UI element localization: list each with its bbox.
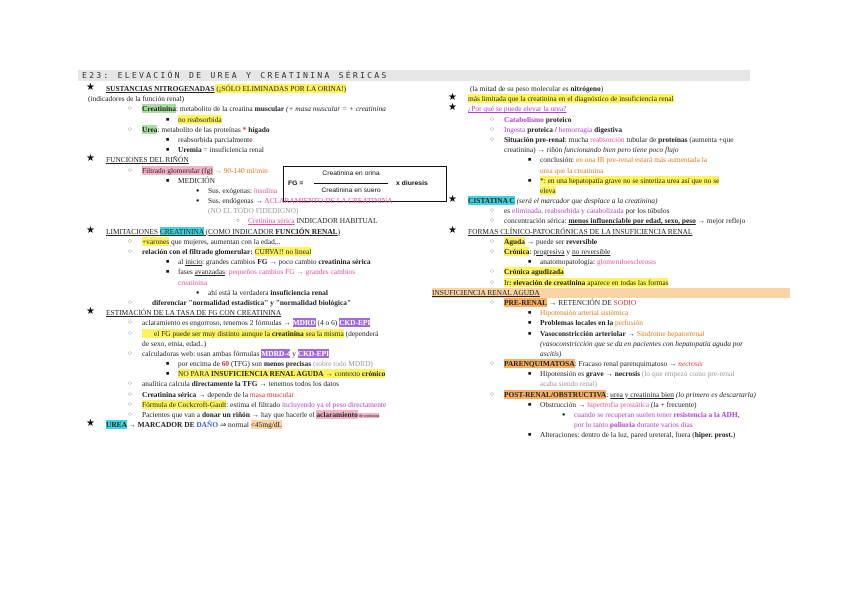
note-line: ○ concentración sérica: menos influenciable por edad, sexo, peso → mejor reflejo (450, 216, 790, 226)
note-line: ■ fases avanzadas: pequeños cambios FG → grandes cambios (88, 267, 450, 277)
note-line: ■ Problemas locales en la perfusión (450, 318, 790, 328)
note-line: acaba siendo renal) (540, 379, 598, 389)
note-line: ■ conclusión: en una IR pre-renal estará más aumentada la (450, 155, 790, 165)
note-line: ● Sus. exógenas: insulina (88, 186, 450, 196)
note-line: ○ Fórmula de Cockcroft-Gault: estima el filtrado incluyendo ya el peso directamente (88, 400, 450, 410)
right-column (432, 84, 790, 441)
note-line: ★ FUNCIONES DEL RIÑÓN (88, 155, 450, 165)
note-line: (vasoconstricción que se da en pacientes con hepatopatía aguda por (540, 338, 744, 348)
note-line: ○ Crónica agudizada (450, 267, 790, 277)
note-line: ○ diferenciar "normalidad estadística" y "normalidad biológica" (88, 298, 450, 308)
note-line: INSUFICIENCIA RENAL AGUDA (432, 288, 790, 298)
note-line: ○ Creatinina: metabolito de la creatina muscular (+ masa muscular = + creatinina (88, 104, 450, 114)
note-line: ■ no reabsorbida (88, 115, 450, 125)
note-line: ● cuando se recuperan suelen tener resistencia a la ADH, (450, 410, 790, 420)
formula-multiplier: x diuresis (396, 180, 428, 187)
note-line: ○ Crónica: progresiva y no reversible (450, 247, 790, 257)
left-column (88, 84, 450, 430)
note-line: ★ más limitada que la creatinina en el diagnóstico de insuficiencia renal (450, 94, 790, 104)
note-line: Cretinina sérica INDICADOR HABITUAL (248, 216, 378, 226)
note-line: ○ Ir: elevación de creatinina aparece en todas las formas (450, 278, 790, 288)
note-line: ■ por encima de 60 (TFG) son menos precisas (sobre todo MDRD) (88, 359, 450, 369)
formula-numerator: Creatinina en orina (322, 170, 380, 177)
document-title: E23: ELEVACIÓN DE UREA Y CREATININA SÉRICAS (78, 70, 750, 81)
note-line: ■ Hipotensión arterial sistémica (450, 308, 790, 318)
note-line: ○ relación con el filtrado glomerular: CURVA!! no lineal (88, 247, 450, 257)
note-line: ascitis) (540, 348, 562, 358)
note-line: ● ahí está la verdadera insuficiencia renal (88, 288, 450, 298)
note-line: ■ MEDICIÓN (88, 176, 450, 186)
note-line: ○ Creatinina sérica → depende de la masa muscular (88, 390, 450, 400)
note-line: ○ aclaramiento es engorroso, tenemos 2 fórmulas → MDRD (4 o 6) CKD-EPI (88, 318, 450, 328)
note-line: ★ SUSTANCIAS NITROGENADAS (¡SÓLO ELIMINADAS POR LA ORINA!) (88, 84, 450, 94)
note-line: urea que la creatinina (540, 165, 604, 175)
note-line: ○ +varones que mujeres, aumentan con la edad,.. (88, 237, 450, 247)
note-line: ■ Obstrucción → hipertrofia prostática (la + frecuente) (450, 400, 790, 410)
note-line: ■ Uremia = insuficiencia renal (88, 145, 450, 155)
note-line: (la mitad de su peso molecular es nitrógeno) (470, 84, 604, 93)
note-line: ■ anatomopatología: glomeruloesclerosis (450, 257, 790, 267)
note-line: (indicadores de la función renal) (88, 94, 185, 104)
formula-denominator: Creatinina en suero (321, 187, 381, 194)
note-line: ★ LIMITACIONES CREATININA (COMO INDICADOR FUNCIÓN RENAL) (88, 227, 450, 237)
note-line: ● Sus. endógenas → ACLARAMIENTO DE LA CREATININA (88, 196, 450, 206)
note-line: ★ CISTATINA C (será el marcador que desplace a la creatinina) (450, 196, 790, 206)
note-line: ○ Ingesta proteica / hemorragia digestiva (450, 125, 790, 135)
note-line: creatinina) → riñón funcionando bien pero tiene poco flujo (504, 145, 679, 155)
formula-lhs: FG = (288, 180, 304, 187)
note-line: ○ Filtrado glomerular (fg) → 90-140 ml/min (88, 166, 450, 176)
note-line: ○ POST-RENAL/OBSTRUCTIVA: urea y creatinina bien (lo primero es descartarla) (450, 390, 790, 400)
note-line: ○ Aguda → puede ser reversible (450, 237, 790, 247)
note-line: ○ es eliminada, reabsorbida y catabolizada por los túbulos (450, 206, 790, 216)
note-line: ★ ESTIMACIÓN DE LA TASA DE FG CON CREATININA (88, 308, 450, 318)
note-line: ■ Alteraciones: dentro de la luz, pared ureteral, fuera (hiper. prost.) (450, 430, 790, 440)
note-line: de sexo, etnia, edad..) (142, 338, 207, 348)
note-line: ○ calculadoras web: usan ambas fórmulas MDRD-4 y CKD-EPI (88, 349, 450, 359)
note-line: creatinina (178, 277, 208, 287)
note-line: ■ NO PARA INSUFICIENCIA RENAL AGUDA → contexto crónico (88, 369, 450, 379)
note-line: (NO EL TODO FIDEDIGNO) (208, 206, 299, 216)
note-line: ○ Catabolismo proteico (450, 115, 790, 125)
note-line: ○ PRE-RENAL → RETENCIÓN DE SODIO (450, 298, 790, 308)
note-line: ■ *: en una hepatopatía grave no se sintetiza urea así que no se (450, 176, 790, 186)
note-line: ○ Situación pre-renal: mucha reabsorción tubular de proteínas (aumenta +que (450, 135, 790, 145)
note-line: ★ FORMAS CLÍNICO-PATOCRÓNICAS DE LA INSUFICIENCIA RENAL (450, 227, 790, 237)
note-line: ○ el FG puede ser muy distinto aunque la creatinina sea la misma (dependerá (88, 329, 450, 339)
note-line: ★ UREA → MARCADOR DE DAÑO ⇒ normal <45mg/dL (88, 420, 450, 430)
note-line: ★ ¿Por qué se puede elevar la urea? (450, 104, 790, 114)
note-line: ○ PARENQUIMATOSA: Fracaso renal parenquimatoso → necrosis (450, 359, 790, 369)
note-line: por lo tanto poliuria durante varios días (574, 420, 693, 430)
note-line: ○ Urea: metabolito de las proteínas * hígado (88, 125, 450, 135)
note-line: ○ analítica calcula directamente la TFG → tenemos todos los datos (88, 379, 450, 389)
note-line: ■ Hipotensión es grave → necrosis (lo que empezó como pre-renal (450, 369, 790, 379)
note-line: ■ al inicio: grandes cambios FG → poco cambio creatinina sérica (88, 257, 450, 267)
note-line: ○ Pacientes que van a donar un riñón → hay que hacerle el aclaramiento de creatinina (88, 410, 450, 420)
note-line: ■ Vasoconstricción arteriolar → Síndrome hepatorrenal (450, 329, 790, 339)
note-line: eleva (540, 185, 556, 195)
note-line: ■ reabsorbida parcialmente (88, 135, 450, 145)
